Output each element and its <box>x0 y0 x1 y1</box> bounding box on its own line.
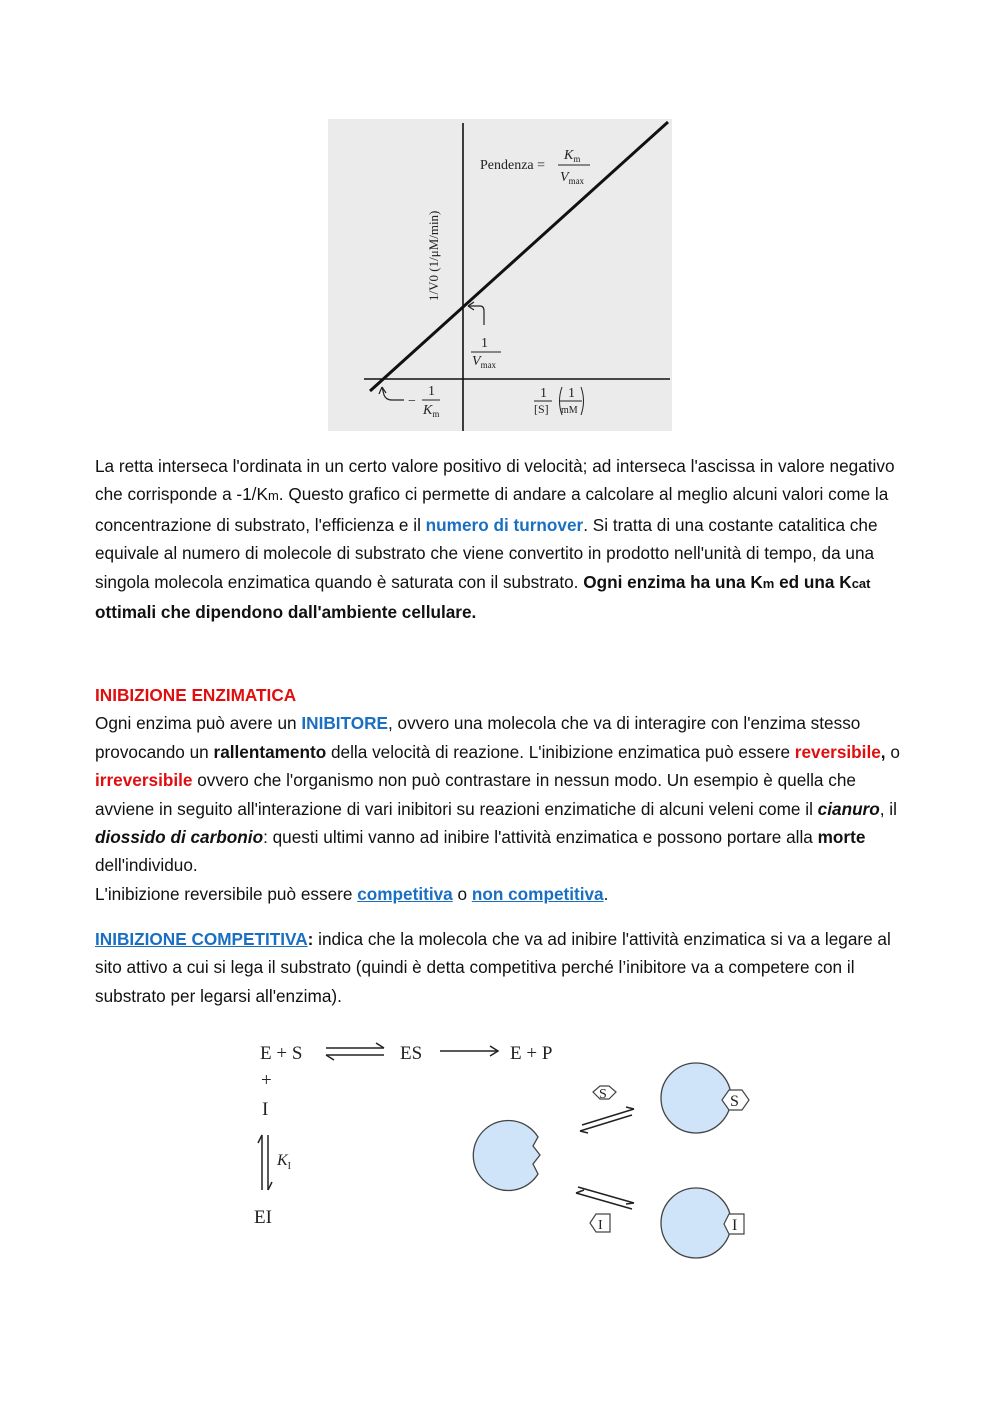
p1-km-sub: m <box>267 488 279 504</box>
paragraph-lineweaver <box>95 452 910 626</box>
x-axis-label-den: [S] <box>534 402 549 416</box>
reversibile-term: reversibile <box>794 741 881 762</box>
p1-text-a: La retta interseca l'ordinata in un certo valore positivo di velocità; ad interseca l'ascissa in valore negativo che corrisponde a -1/K <box>95 456 895 505</box>
diossido-term: diossido di carbonio <box>95 827 264 848</box>
es-complex-circle <box>661 1063 731 1133</box>
eq-ei: EI <box>254 1207 272 1228</box>
rallentamento-term: rallentamento <box>213 741 327 762</box>
competitive-heading-link[interactable]: INIBIZIONE COMPETITIVA <box>95 929 308 949</box>
eq-e-plus-p: E + P <box>510 1043 553 1064</box>
non-competitiva-link[interactable]: non competitiva <box>471 883 604 904</box>
p1-text-c: . Si tratta di una costante catalitica che equivale al numero di molecole di substrato che viene convertito in prodotto nell'unità di tempo, da una singola molecola enzimatica quando è saturata con il substrato. <box>95 514 878 592</box>
bound-inhibitor-label: I <box>732 1217 738 1234</box>
x-axis-label <box>534 386 584 416</box>
ei-complex-circle <box>661 1188 731 1258</box>
slope-label <box>480 148 590 186</box>
y-axis-label-text: 1/V0 (1/μM/min) <box>426 210 441 301</box>
eq-inhibitor: I <box>262 1099 269 1120</box>
lineweaver-burk-svg <box>328 119 672 431</box>
y-intercept-num: 1 <box>481 336 488 351</box>
x-intercept-den: $K_m$ <box>423 403 440 419</box>
lineweaver-burk-figure <box>328 119 672 431</box>
x-axis-label-num: 1 <box>540 386 547 401</box>
competitive-inhibition-figure <box>250 1030 770 1275</box>
x-axis-unit-den: mM <box>561 405 578 416</box>
bound-substrate-label: S <box>730 1093 739 1110</box>
section-inibizione <box>95 681 910 908</box>
cianuro-term: cianuro <box>817 798 880 819</box>
x-axis-unit-num: 1 <box>568 386 575 401</box>
irreversibile-term: irreversibile <box>95 770 193 791</box>
section-body: Ogni enzima può avere un INIBITORE, ovvero una molecola che va di interagire con l'enzima stesso provocando un rallentamento della velocità di reazione. L'inibizione enzimatica può essere reversibile, o irreversibile ovvero che l'organismo non può contrastare in nessun modo. Un esempio è quella che avviene in seguito all'interazione di vari inibitori su reazioni enzimatiche di alcuni veleni come il cianuro, il diossido di carbonio: questi ultimi vanno ad inibire l'attività enzimatica e possono portare alla morte dell'individuo. <box>95 713 900 876</box>
turnover-term: numero di turnover <box>425 514 584 535</box>
slope-text: Pendenza = <box>480 158 546 173</box>
competitiva-link[interactable]: competitiva <box>357 883 453 904</box>
competitive-inhibition-svg <box>250 1030 770 1275</box>
p1-bold-statement: Ogni enzima ha una Km ed una Kcat ottimali che dipendono dall'ambiente cellulare. <box>95 571 871 623</box>
free-substrate-label: S <box>599 1087 607 1102</box>
x-intercept-label <box>379 384 440 419</box>
p1-text-b: . Questo grafico ci permette di andare a calcolare al meglio alcuni valori come la concentrazione di substrato, l'efficienza e il <box>95 484 889 535</box>
free-enzyme-circle <box>473 1121 540 1191</box>
eq-es: ES <box>400 1043 423 1064</box>
y-intercept-label <box>468 302 501 370</box>
substrate-route <box>580 1063 749 1133</box>
y-intercept-den: $V_{max}$ <box>472 354 497 370</box>
inibitore-term: INIBITORE <box>301 713 388 734</box>
x-intercept-num: 1 <box>428 384 435 399</box>
ki-label: $K_I$ <box>277 1152 292 1172</box>
slope-km: $K_m$ <box>564 148 581 164</box>
free-inhibitor-label: I <box>598 1218 603 1233</box>
slope-vmax: $V_{max}$ <box>560 170 585 186</box>
paragraph-competitive: INIBIZIONE COMPETITIVA: indica che la molecola che va ad inibire l'attività enzimatica si va a legare al sito attivo a cui si lega il substrato (quindi è detta competitiva perché l’inibitore va a competere con il substrato per legarsi all'enzima). <box>95 929 891 1006</box>
eq-e-plus-s: E + S <box>260 1043 303 1064</box>
section-heading: INIBIZIONE ENZIMATICA <box>95 685 297 705</box>
x-intercept-minus: − <box>408 394 416 409</box>
morte-term: morte <box>817 827 866 848</box>
inhibitor-route <box>576 1187 744 1258</box>
competitive-text: indica che la molecola che va ad inibire l'attività enzimatica si va a legare al sito attivo a cui si lega il substrato (quindi è detta competitiva perché l’inibitore va a competere con il substrato per legarsi all'enzima). <box>95 929 891 1006</box>
eq-plus: + <box>261 1070 272 1091</box>
y-axis-label <box>426 211 441 301</box>
section-reversible-line: L'inibizione reversibile può essere competitiva o non competitiva. <box>95 883 609 904</box>
